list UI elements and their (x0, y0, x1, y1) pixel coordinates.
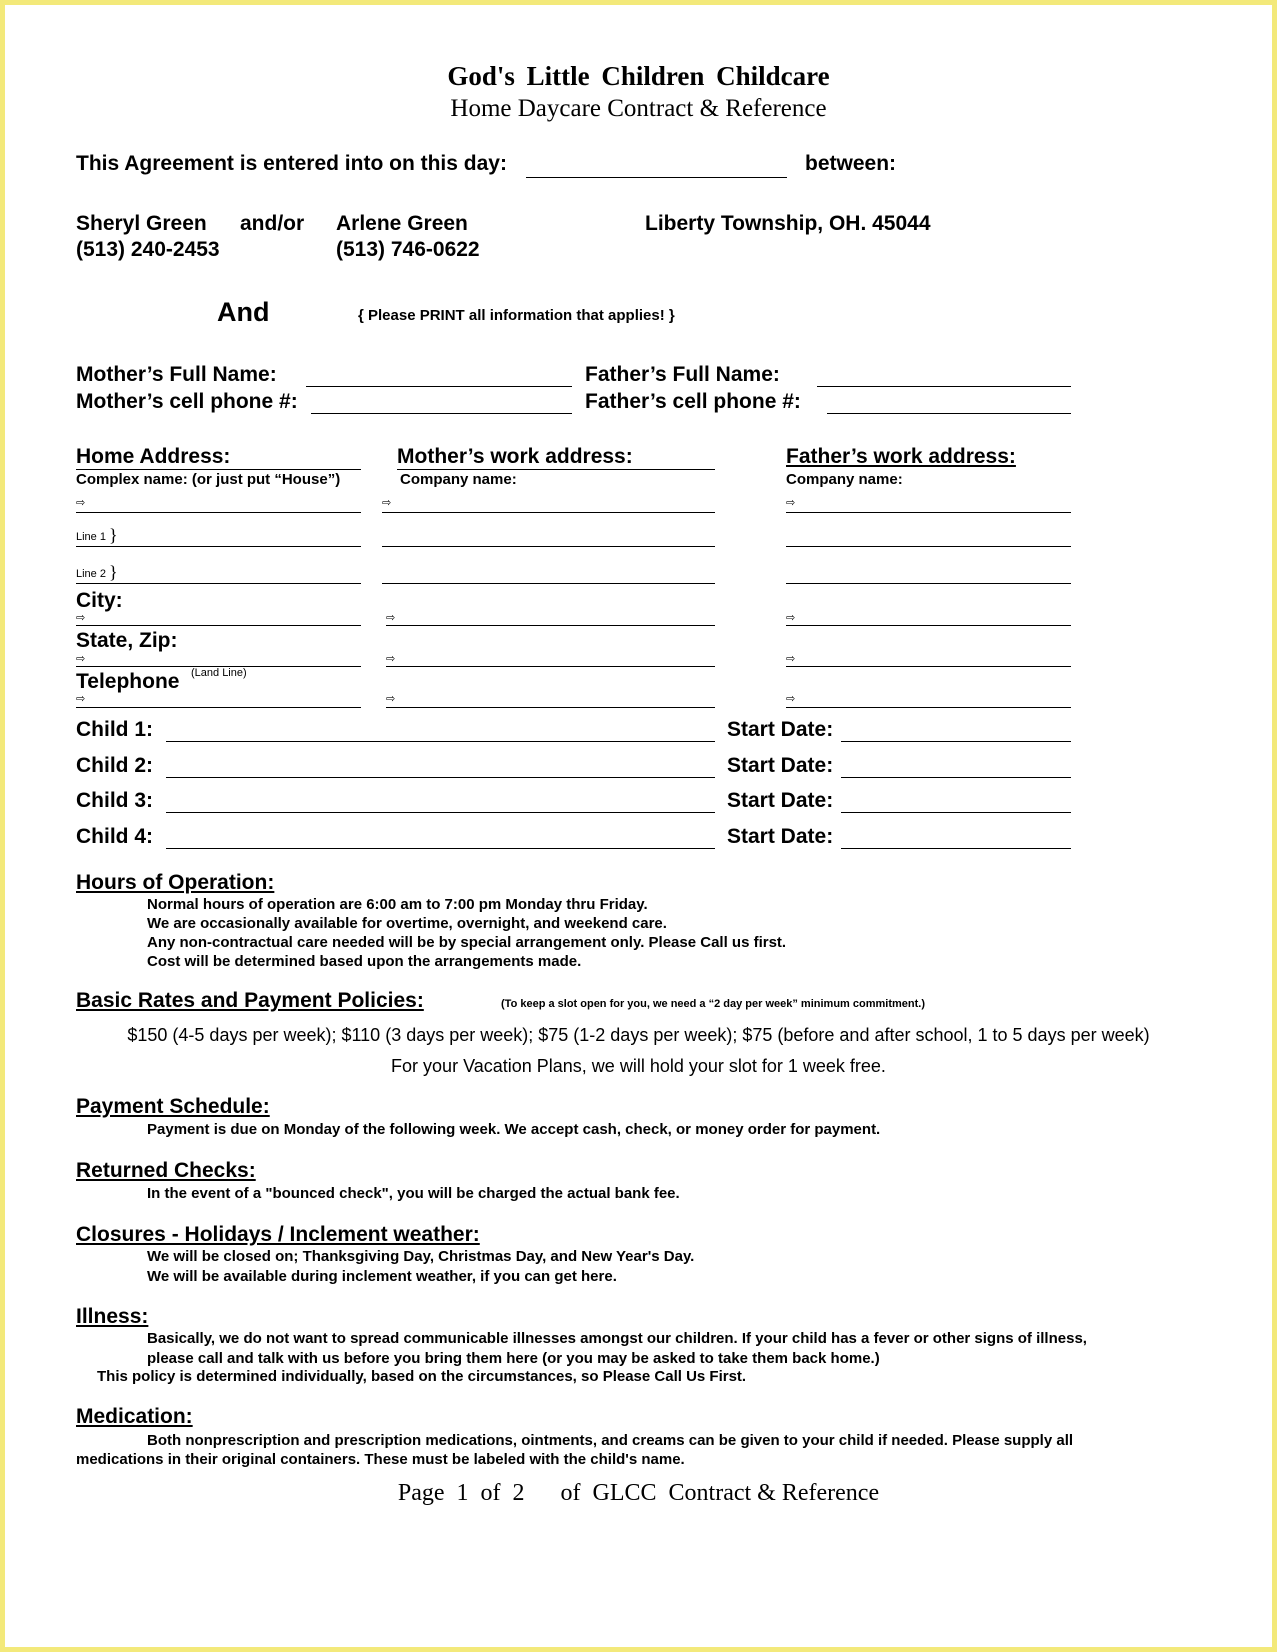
medication-line: Both nonprescription and prescription medications, ointments, and creams can be given to your child if needed. Please supply all (147, 1432, 1074, 1449)
child-name-field[interactable] (166, 741, 715, 742)
and-label: And (217, 297, 270, 327)
father-company-field[interactable] (786, 512, 1071, 513)
start-date-label: Start Date: (727, 789, 834, 812)
provider-location: Liberty Township, OH. 45044 (645, 212, 931, 235)
start-date-field[interactable] (841, 741, 1071, 742)
closures-line: We will be available during inclement weather, if you can get here. (147, 1268, 617, 1285)
arrow-icon: ⇨ (76, 611, 86, 624)
land-line-note: (Land Line) (191, 667, 247, 679)
arrow-icon: ⇨ (386, 692, 396, 705)
child-name-field[interactable] (166, 848, 715, 849)
arrow-icon: ⇨ (382, 496, 392, 509)
child-label: Child 2: (76, 754, 153, 777)
child-label: Child 3: (76, 789, 153, 812)
illness-line: Basically, we do not want to spread communicable illnesses amongst our children. If your child has a fever or other signs of illness, (147, 1330, 1087, 1347)
mother-phone-label: Mother’s cell phone #: (76, 390, 298, 413)
state-zip-label: State, Zip: (76, 629, 178, 652)
arrow-icon: ⇨ (786, 652, 796, 665)
home-address-underline (76, 469, 361, 470)
line2-brace: } (109, 562, 118, 582)
hours-title: Hours of Operation: (76, 871, 275, 894)
complex-name-label: Complex name: (or just put “House”) (76, 471, 341, 488)
start-date-label: Start Date: (727, 825, 834, 848)
illness-title: Illness: (76, 1305, 149, 1328)
home-complex-field[interactable] (76, 512, 361, 513)
rates-title: Basic Rates and Payment Policies: (76, 989, 424, 1012)
arrow-icon: ⇨ (786, 692, 796, 705)
returned-title: Returned Checks: (76, 1159, 256, 1182)
arrow-icon: ⇨ (76, 652, 86, 665)
start-date-label: Start Date: (727, 754, 834, 777)
line1-brace: } (109, 525, 118, 545)
mother-phone-field[interactable] (311, 413, 572, 414)
start-date-field[interactable] (841, 777, 1071, 778)
arrow-icon: ⇨ (386, 611, 396, 624)
child-label: Child 1: (76, 718, 153, 741)
child-name-field[interactable] (166, 812, 715, 813)
arrow-icon: ⇨ (786, 496, 796, 509)
home-city-field[interactable] (76, 625, 361, 626)
father-phone-field[interactable] (827, 413, 1071, 414)
start-date-field[interactable] (841, 812, 1071, 813)
print-note: { Please PRINT all information that applies! } (358, 307, 675, 324)
page-footer: Page 1 of 2 of GLCC Contract & Reference (397, 1480, 880, 1506)
mother-city-field[interactable] (386, 625, 715, 626)
illness-line: This policy is determined individually, based on the circumstances, so Please Call Us First. (97, 1368, 747, 1385)
medication-line: medications in their original containers. These must be labeled with the child's name. (76, 1451, 685, 1468)
arrow-icon: ⇨ (76, 496, 86, 509)
home-telephone-field[interactable] (76, 707, 361, 708)
father-company-label: Company name: (786, 471, 903, 488)
closures-title: Closures - Holidays / Inclement weather: (76, 1223, 480, 1246)
city-label: City: (76, 589, 123, 612)
closures-line: We will be closed on; Thanksgiving Day, Christmas Day, and New Year's Day. (147, 1248, 695, 1265)
payment-text: Payment is due on Monday of the following week. We accept cash, check, or money order for payment. (147, 1121, 881, 1138)
line1-label: Line 1 (76, 531, 106, 543)
father-line1-field[interactable] (786, 546, 1071, 547)
line2-label: Line 2 (76, 568, 106, 580)
father-line2-field[interactable] (786, 583, 1071, 584)
mother-telephone-field[interactable] (386, 707, 715, 708)
agreement-intro: This Agreement is entered into on this day: (76, 152, 507, 175)
payment-title: Payment Schedule: (76, 1095, 270, 1118)
home-line1-field[interactable] (76, 546, 361, 547)
mother-line1-field[interactable] (382, 546, 715, 547)
rates-note: (To keep a slot open for you, we need a “2 day per week” minimum commitment.) (501, 998, 925, 1010)
hours-line: We are occasionally available for overtime, overnight, and weekend care. (147, 915, 667, 932)
child-name-field[interactable] (166, 777, 715, 778)
provider2-phone: (513) 746-0622 (336, 238, 480, 261)
start-date-field[interactable] (841, 848, 1071, 849)
mother-work-underline (397, 469, 715, 470)
mother-company-field[interactable] (382, 512, 715, 513)
and-or-label: and/or (240, 212, 305, 235)
provider1-name: Sheryl Green (76, 212, 207, 235)
vacation-line: For your Vacation Plans, we will hold your slot for 1 week free. (391, 1056, 886, 1076)
child-label: Child 4: (76, 825, 153, 848)
telephone-label: Telephone (76, 670, 180, 693)
rates-line: $150 (4-5 days per week); $110 (3 days per week); $75 (1-2 days per week); $75 (before and after school, 1 to 5 days per week) (127, 1025, 1150, 1045)
home-address-title: Home Address: (76, 445, 231, 468)
father-work-title: Father’s work address: (786, 445, 1016, 468)
agreement-between: between: (805, 152, 897, 175)
start-date-label: Start Date: (727, 718, 834, 741)
mother-state-zip-field[interactable] (386, 666, 715, 667)
mother-name-field[interactable] (306, 386, 572, 387)
father-name-label: Father’s Full Name: (585, 363, 780, 386)
arrow-icon: ⇨ (786, 611, 796, 624)
hours-line: Any non-contractual care needed will be by special arrangement only. Please Call us first. (147, 934, 787, 951)
father-phone-label: Father’s cell phone #: (585, 390, 801, 413)
father-city-field[interactable] (786, 625, 1071, 626)
provider1-phone: (513) 240-2453 (76, 238, 220, 261)
father-state-zip-field[interactable] (786, 666, 1071, 667)
document-subtitle: Home Daycare Contract & Reference (450, 95, 827, 122)
mother-line2-field[interactable] (382, 583, 715, 584)
father-name-field[interactable] (817, 386, 1071, 387)
home-line2-field[interactable] (76, 583, 361, 584)
arrow-icon: ⇨ (386, 652, 396, 665)
illness-line: please call and talk with us before you bring them here (or you may be asked to take them back home.) (147, 1350, 880, 1367)
arrow-icon: ⇨ (76, 692, 86, 705)
hours-line: Cost will be determined based upon the arrangements made. (147, 953, 582, 970)
mother-work-title: Mother’s work address: (397, 445, 633, 468)
provider2-name: Arlene Green (336, 212, 468, 235)
document-title: God's Little Children Childcare (447, 61, 830, 91)
agreement-date-field[interactable] (526, 177, 787, 178)
mother-name-label: Mother’s Full Name: (76, 363, 277, 386)
father-telephone-field[interactable] (786, 707, 1071, 708)
mother-company-label: Company name: (400, 471, 517, 488)
returned-text: In the event of a "bounced check", you will be charged the actual bank fee. (147, 1185, 680, 1202)
hours-line: Normal hours of operation are 6:00 am to 7:00 pm Monday thru Friday. (147, 896, 648, 913)
medication-title: Medication: (76, 1405, 193, 1428)
contract-page (5, 5, 1272, 1647)
